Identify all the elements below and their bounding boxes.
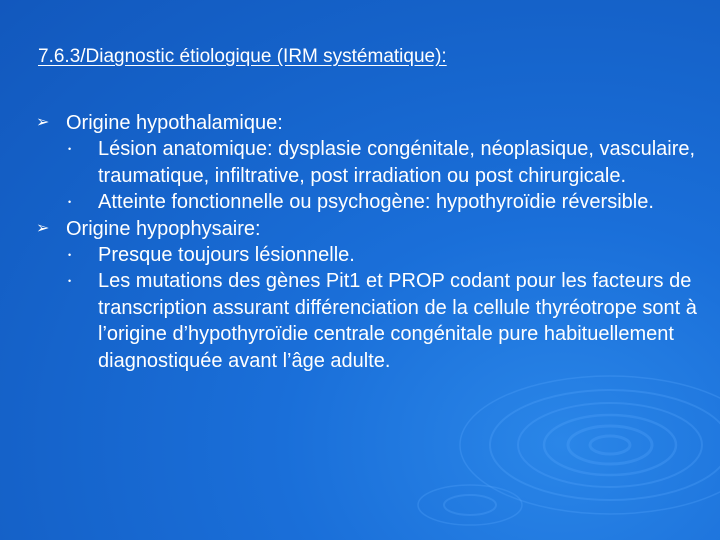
bullet-dot-icon: •	[68, 144, 72, 154]
section-heading: Origine hypophysaire:	[66, 217, 261, 240]
bullet-dot-icon: •	[68, 276, 72, 286]
slide-title: 7.6.3/Diagnostic étiologique (IRM systématique):	[38, 46, 447, 67]
list-item-text: Lésion anatomique: dysplasie congénitale, néoplasique, vasculaire, traumatique, infiltrative, post irradiation ou post chirurgicale.	[98, 138, 696, 187]
bullet-dot-icon: •	[68, 249, 72, 260]
list-item	[36, 136, 706, 189]
section-hypothalamic	[36, 110, 706, 136]
list-item-text: Atteinte fonctionnelle ou psychogène: hypothyroïdie réversible.	[98, 191, 654, 213]
list-item	[36, 268, 706, 374]
slide-body	[36, 110, 706, 374]
arrow-bullet-icon: ➢	[36, 114, 50, 131]
arrow-bullet-icon: ➢	[36, 219, 50, 237]
section-heading: Origine hypothalamique:	[66, 112, 283, 134]
bullet-dot-icon: •	[68, 197, 72, 207]
list-item	[36, 189, 706, 216]
list-item-text: Presque toujours lésionnelle.	[98, 243, 355, 266]
list-item	[36, 242, 706, 269]
section-pituitary	[36, 216, 706, 242]
list-item-text: Les mutations des gènes Pit1 et PROP codant pour les facteurs de transcription assurant différenciation de la cellule thyréotrope sont à l’origine d’hypothyroïdie centrale congénitale pure habituellement diagnostiquée avant l’âge adulte.	[98, 270, 697, 372]
